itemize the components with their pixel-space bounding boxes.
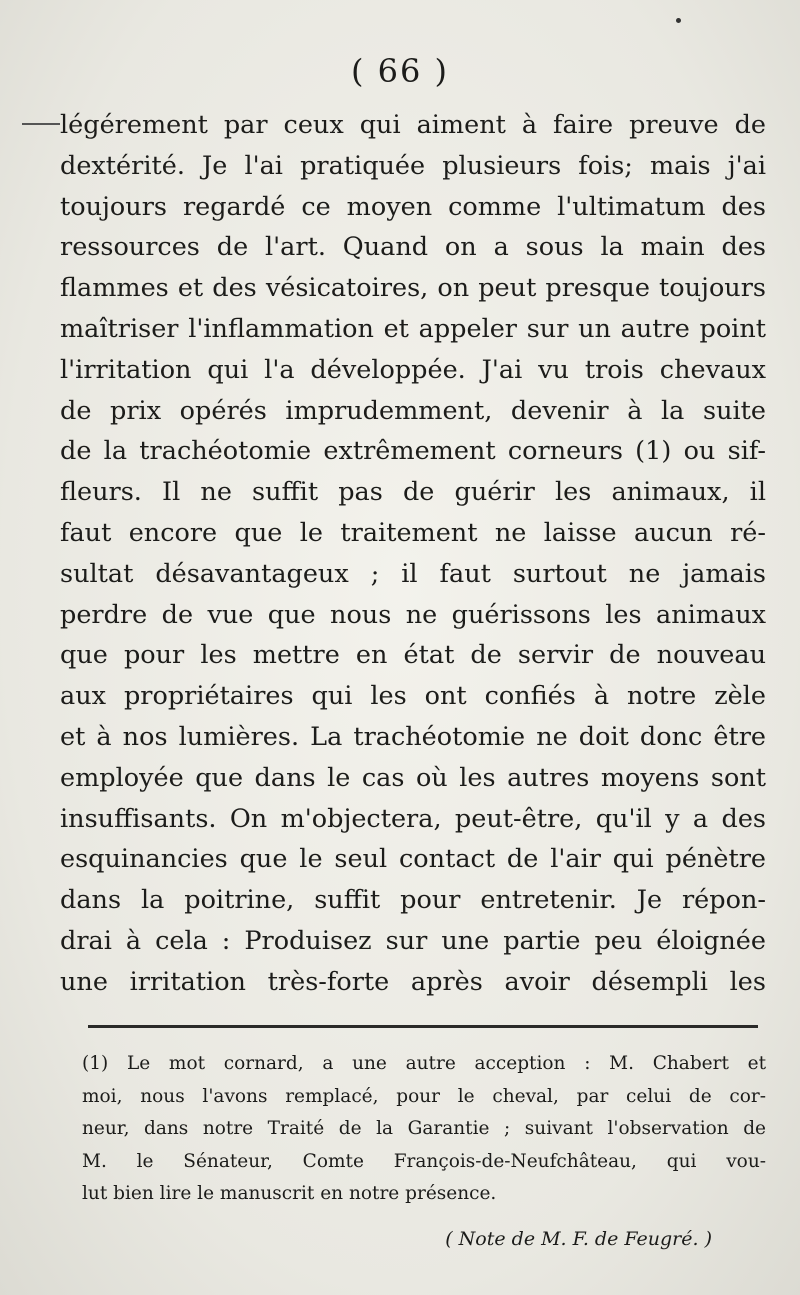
text-line: aux propriétaires qui les ont confiés à notre zèle	[60, 681, 766, 712]
text-line: une irritation très-forte après avoir désempli les	[60, 966, 766, 997]
footnote-divider	[88, 1025, 758, 1028]
text-line: perdre de vue que nous ne guérissons les animaux	[60, 599, 766, 630]
text-line: drai à cela : Produisez sur une partie peu éloignée	[60, 925, 766, 956]
text-line: et à nos lumières. La trachéotomie ne doit donc être	[60, 721, 766, 752]
footnote-line: neur, dans notre Traité de la Garantie ; suivant l'observation de	[82, 1118, 766, 1139]
text-line: ressources de l'art. Quand on a sous la main des	[60, 232, 766, 263]
text-line: faut encore que le traitement ne laisse aucun ré-	[60, 517, 766, 548]
text-line: flammes et des vésicatoires, on peut presque toujours	[60, 273, 766, 304]
footnote-line: (1) Le mot cornard, a une autre acception : M. Chabert et	[82, 1053, 766, 1074]
text-line: sultat désavantageux ; il faut surtout ne jamais	[60, 558, 766, 589]
text-line: insuffisants. On m'objectera, peut-être, qu'il y a des	[60, 803, 766, 834]
body-text	[60, 105, 766, 1003]
footnote-line: lut bien lire le manuscrit en notre présence.	[82, 1183, 497, 1204]
page-number: ( 66 )	[350, 52, 450, 90]
footnote-attribution: ( Note de M. F. de Feugré. )	[445, 1228, 712, 1250]
text-line: l'irritation qui l'a développée. J'ai vu trois chevaux	[60, 354, 766, 385]
text-line: fleurs. Il ne suffit pas de guérir les animaux, il	[60, 477, 766, 508]
text-line: que pour les mettre en état de servir de nouveau	[60, 640, 766, 671]
text-line: dextérité. Je l'ai pratiquée plusieurs fois; mais j'ai	[60, 150, 766, 181]
text-line: de prix opérés imprudemment, devenir à la suite	[60, 395, 766, 426]
text-line: de la trachéotomie extrêmement corneurs (1) ou sif-	[60, 436, 766, 467]
text-line: dans la poitrine, suffit pour entretenir. Je répon-	[60, 885, 766, 916]
text-line: légérement par ceux qui aiment à faire preuve de	[60, 110, 766, 140]
margin-mark	[22, 123, 60, 125]
ink-speck	[676, 18, 681, 23]
footnote-line: moi, nous l'avons remplacé, pour le cheval, par celui de cor-	[82, 1085, 766, 1107]
footnote	[82, 1048, 766, 1211]
text-line: employée que dans le cas où les autres moyens sont	[60, 762, 766, 793]
text-line: esquinancies que le seul contact de l'air qui pénètre	[60, 844, 766, 875]
text-line: toujours regardé ce moyen comme l'ultimatum des	[60, 191, 766, 222]
footnote-line: M. le Sénateur, Comte François-de-Neufchâteau, qui vou-	[82, 1150, 766, 1172]
text-line: maîtriser l'inflammation et appeler sur un autre point	[60, 313, 766, 344]
